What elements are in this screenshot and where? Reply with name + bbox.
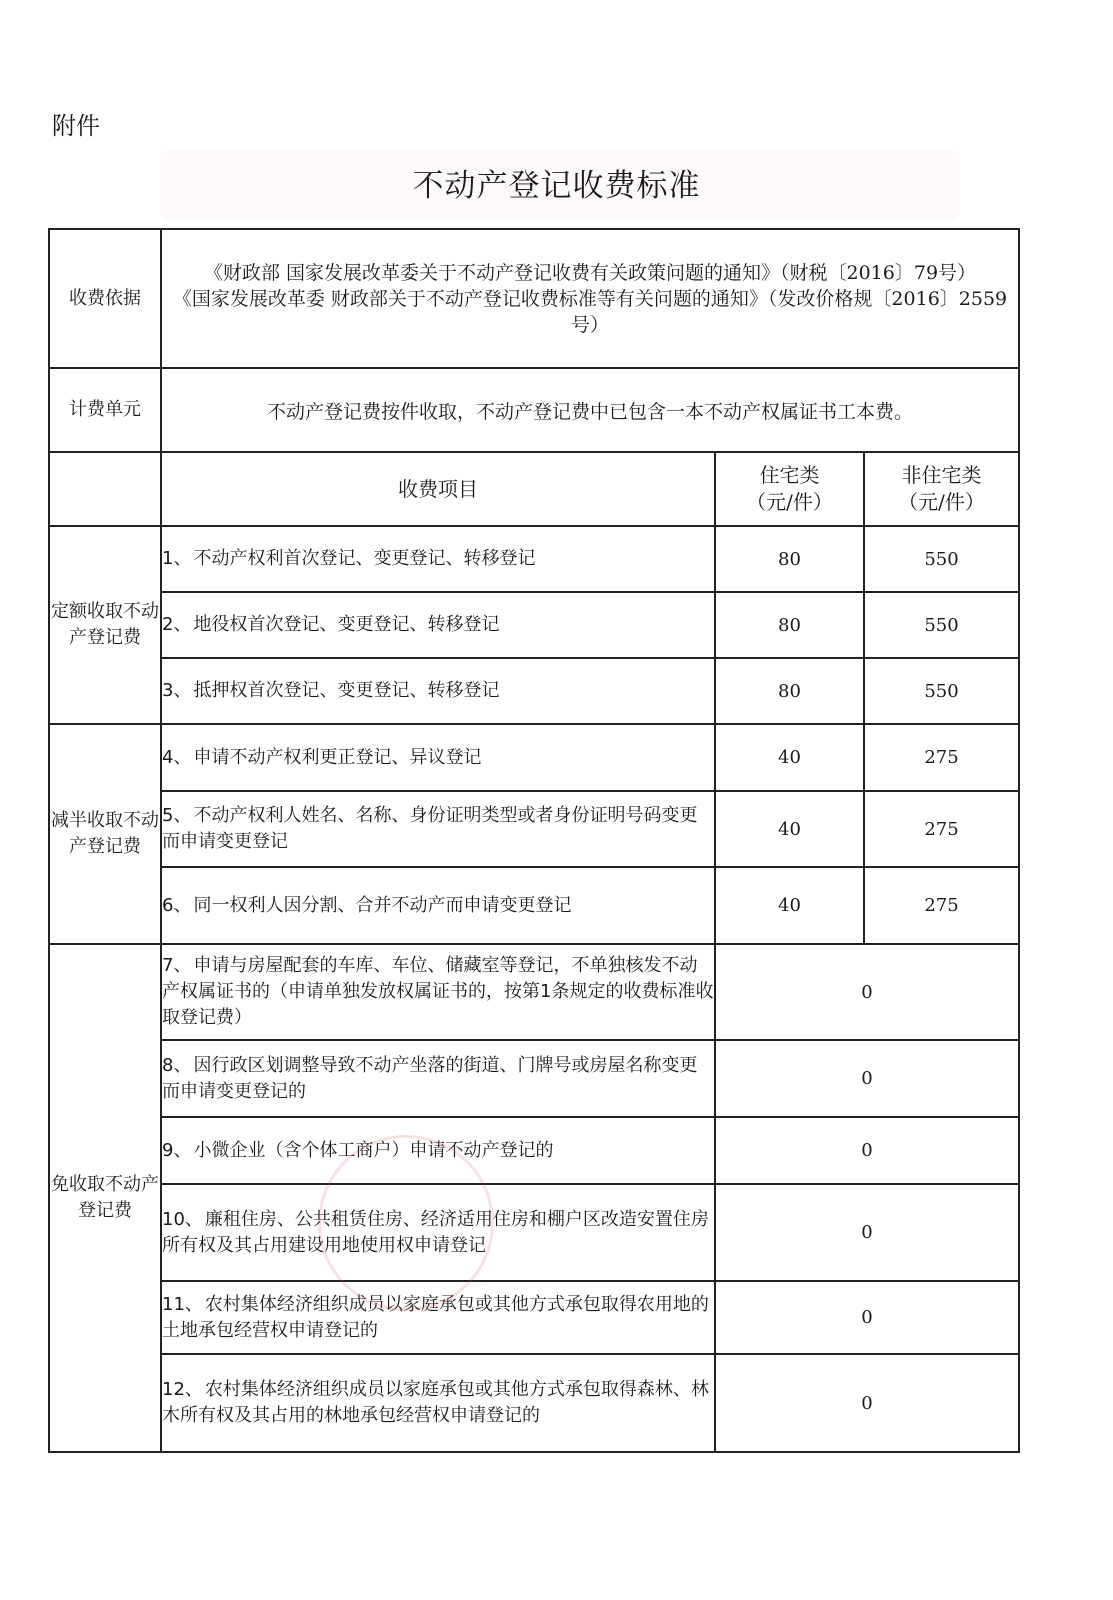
basis-doc-2: 《国家发展改革委 财政部关于不动产登记收费标准等有关问题的通知》（发改价格规〔2016〕2559号） <box>172 287 1008 336</box>
item-text: 因行政区划调整导致不动产坐落的街道、门牌号或房屋名称变更而申请变更登记的 <box>162 1054 698 1102</box>
item-text: 农村集体经济组织成员以家庭承包或其他方式承包取得农用地的土地承包经营权申请登记的 <box>162 1293 709 1341</box>
fee-standard-table <box>48 228 1020 1453</box>
fee-item <box>161 867 715 944</box>
table-row <box>49 867 1019 944</box>
item-number: 1、 <box>162 548 192 569</box>
item-number: 6、 <box>162 894 192 916</box>
item-text: 廉租住房、公共租赁住房、经济适用住房和棚户区改造安置住房所有权及其占用建设用地使用权申请登记 <box>162 1208 709 1256</box>
item-number: 2、 <box>162 614 192 635</box>
item-number: 4、 <box>162 746 192 768</box>
non-residential-fee: 550 <box>864 658 1019 724</box>
item-number: 8、 <box>162 1054 192 1076</box>
table-row <box>49 724 1019 791</box>
item-column-header: 收费项目 <box>161 452 715 526</box>
non-residential-header-label: 非住宅类 <box>901 463 982 487</box>
group-label-exempt: 免收取不动产登记费 <box>49 944 161 1452</box>
fee-item <box>161 724 715 791</box>
table-row <box>49 791 1019 867</box>
table-row <box>49 1117 1019 1184</box>
column-header-row <box>49 452 1019 526</box>
fee-item <box>161 526 715 592</box>
item-text: 同一权利人因分割、合并不动产而申请变更登记 <box>193 894 572 916</box>
basis-label: 收费依据 <box>49 229 161 368</box>
residential-header-unit: （元/件） <box>746 490 833 514</box>
residential-fee: 80 <box>715 592 864 658</box>
table-row <box>49 658 1019 724</box>
residential-fee: 40 <box>715 867 864 944</box>
item-text: 小微企业（含个体工商户）申请不动产登记的 <box>193 1139 554 1161</box>
attachment-label: 附件 <box>52 112 100 140</box>
unit-description: 不动产登记费按件收取，不动产登记费中已包含一本不动产权属证书工本费。 <box>161 368 1019 452</box>
basis-doc-1: 《财政部 国家发展改革委关于不动产登记收费有关政策问题的通知》（财税〔2016〕79号） <box>203 261 977 284</box>
exempt-fee: 0 <box>715 1281 1019 1354</box>
residential-fee: 40 <box>715 791 864 867</box>
residential-column-header <box>715 452 864 526</box>
unit-label: 计费单元 <box>49 368 161 452</box>
table-row <box>49 1184 1019 1281</box>
non-residential-fee: 275 <box>864 724 1019 791</box>
empty-header-cell <box>49 452 161 526</box>
residential-fee: 80 <box>715 526 864 592</box>
exempt-fee: 0 <box>715 1117 1019 1184</box>
item-number: 7、 <box>162 955 192 976</box>
item-number: 3、 <box>162 680 192 701</box>
item-number: 12、 <box>162 1379 203 1400</box>
basis-row <box>49 229 1019 368</box>
fee-item <box>161 791 715 867</box>
item-number: 5、 <box>162 805 192 826</box>
exempt-fee: 0 <box>715 944 1019 1040</box>
table-row <box>49 1040 1019 1117</box>
table-row <box>49 1281 1019 1354</box>
item-number: 9、 <box>162 1139 192 1161</box>
residential-fee: 80 <box>715 658 864 724</box>
item-text: 农村集体经济组织成员以家庭承包或其他方式承包取得森林、林木所有权及其占用的林地承包经营权申请登记的 <box>162 1379 709 1426</box>
basis-content <box>161 229 1019 368</box>
item-text: 抵押权首次登记、变更登记、转移登记 <box>193 680 500 701</box>
fee-item <box>161 658 715 724</box>
item-text: 申请不动产权利更正登记、异议登记 <box>193 746 482 768</box>
table-row <box>49 944 1019 1040</box>
item-number: 11、 <box>162 1293 203 1315</box>
non-residential-column-header <box>864 452 1019 526</box>
fee-item <box>161 592 715 658</box>
fee-item <box>161 1354 715 1452</box>
official-seal-mark <box>318 1135 494 1311</box>
exempt-fee: 0 <box>715 1040 1019 1117</box>
residential-fee: 40 <box>715 724 864 791</box>
fee-item <box>161 944 715 1040</box>
non-residential-fee: 275 <box>864 867 1019 944</box>
item-text: 申请与房屋配套的车库、车位、储藏室等登记，不单独核发不动产权属证书的（申请单独发放权属证书的，按第1条规定的收费标准收取登记费） <box>162 955 714 1028</box>
table-row <box>49 592 1019 658</box>
item-text: 不动产权利人姓名、名称、身份证明类型或者身份证明号码变更而申请变更登记 <box>162 805 698 852</box>
item-text: 地役权首次登记、变更登记、转移登记 <box>193 614 500 635</box>
group-label-fixed: 定额收取不动产登记费 <box>49 526 161 724</box>
non-residential-fee: 550 <box>864 526 1019 592</box>
exempt-fee: 0 <box>715 1354 1019 1452</box>
residential-header-label: 住宅类 <box>759 463 820 487</box>
table-row <box>49 1354 1019 1452</box>
exempt-fee: 0 <box>715 1184 1019 1281</box>
fee-item <box>161 1040 715 1117</box>
unit-row <box>49 368 1019 452</box>
non-residential-fee: 550 <box>864 592 1019 658</box>
table-row <box>49 526 1019 592</box>
page-title: 不动产登记收费标准 <box>412 168 701 204</box>
item-number: 10、 <box>162 1208 203 1230</box>
non-residential-header-unit: （元/件） <box>898 490 985 514</box>
item-text: 不动产权利首次登记、变更登记、转移登记 <box>193 548 536 569</box>
non-residential-fee: 275 <box>864 791 1019 867</box>
group-label-half: 减半收取不动产登记费 <box>49 724 161 944</box>
